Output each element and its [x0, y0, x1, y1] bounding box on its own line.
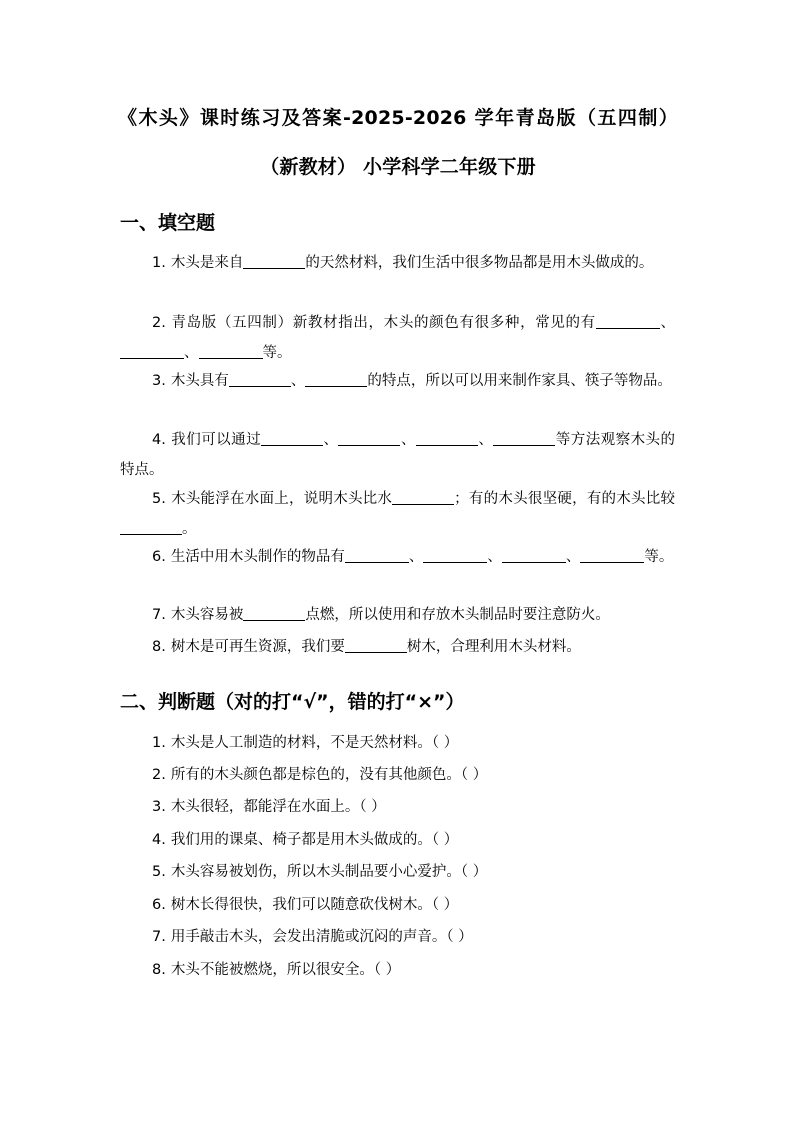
fill-blank-question-7: [120, 600, 675, 630]
question-number: 5.: [152, 491, 166, 507]
answer-blank[interactable]: [243, 252, 305, 269]
question-text: 木头不能被燃烧，所以很安全。（ ）: [170, 962, 401, 978]
question-number: 5.: [152, 864, 166, 880]
question-text: 的特点，所以可以用来制作家具、筷子等物品。: [367, 373, 672, 389]
fill-blank-question-5: [120, 484, 675, 544]
fill-blank-question-6: [120, 542, 675, 572]
question-number: 2.: [152, 315, 166, 331]
answer-blank[interactable]: [416, 429, 478, 446]
question-text: 木头容易被: [170, 607, 244, 623]
true-false-question-7: [120, 922, 675, 952]
section-heading-true-false: 二、判断题（对的打“√”，错的打“×”）: [120, 691, 465, 713]
answer-blank[interactable]: [493, 429, 555, 446]
question-number: 7.: [152, 929, 166, 945]
true-false-question-5: [120, 857, 675, 887]
question-number: 8.: [152, 962, 166, 978]
question-text: 等方法观察木头的特点。: [120, 432, 676, 478]
answer-blank[interactable]: [345, 546, 409, 563]
separator: 、: [477, 432, 494, 448]
answer-blank[interactable]: [423, 546, 487, 563]
true-false-question-3: [120, 792, 675, 822]
question-text: 的天然材料，我们生活中很多物品都是用木头做成的。: [305, 255, 654, 271]
question-text: 生活中用木头制作的物品有: [170, 549, 345, 565]
document-title: 《木头》课时练习及答案-2025-2026 学年青岛版（五四制）（新教材） 小学科学二年级下册: [118, 107, 678, 178]
answer-blank[interactable]: [392, 488, 454, 505]
separator: 、: [323, 432, 339, 448]
answer-blank[interactable]: [229, 370, 291, 387]
true-false-question-8: [120, 955, 675, 985]
question-text: 等。: [262, 345, 292, 361]
question-text: 。: [182, 521, 197, 537]
question-text: 用手敲击木头，会发出清脆或沉闷的声音。（ ）: [170, 929, 473, 945]
separator: 、: [487, 549, 502, 565]
answer-blank[interactable]: [502, 546, 566, 563]
question-number: 8.: [152, 639, 166, 655]
question-text: 树木是可再生资源，我们要: [170, 639, 345, 655]
question-number: 6.: [152, 549, 166, 565]
fill-blank-question-8: [120, 632, 675, 662]
answer-blank[interactable]: [261, 429, 323, 446]
question-text: 点燃，所以使用和存放木头制品时要注意防火。: [305, 607, 610, 623]
question-number: 1.: [152, 735, 166, 751]
question-number: 7.: [152, 607, 166, 623]
fill-blank-question-1: [120, 248, 675, 278]
question-number: 4.: [152, 432, 166, 448]
answer-blank[interactable]: [120, 518, 182, 535]
question-number: 3.: [152, 373, 166, 389]
question-text: 我们用的课桌、椅子都是用木头做成的。（ ）: [170, 832, 459, 848]
question-number: 2.: [152, 767, 166, 783]
question-text: 所有的木头颜色都是棕色的，没有其他颜色。（ ）: [170, 767, 488, 783]
question-number: 3.: [152, 799, 166, 815]
question-text: 木头能浮在水面上，说明木头比水: [170, 491, 393, 507]
question-text: 木头很轻，都能浮在水面上。（ ）: [170, 799, 386, 815]
question-number: 6.: [152, 897, 166, 913]
question-text: 木头是来自: [170, 255, 244, 271]
true-false-question-4: [120, 825, 675, 855]
question-text: 树木长得很快，我们可以随意砍伐树木。（ ）: [170, 897, 459, 913]
separator: 、: [659, 315, 675, 331]
question-text: 木头具有: [170, 373, 229, 389]
question-text: 我们可以通过: [170, 432, 262, 448]
fill-blank-question-2: [120, 308, 675, 368]
fill-blank-question-4: [120, 425, 675, 485]
question-text: 青岛版（五四制）新教材指出，木头的颜色有很多种，常见的有: [170, 315, 596, 331]
question-text: 木头是人工制造的材料，不是天然材料。（ ）: [170, 735, 459, 751]
question-text: 树木，合理利用木头材料。: [406, 639, 581, 655]
answer-blank[interactable]: [596, 312, 660, 329]
question-number: 4.: [152, 832, 166, 848]
answer-blank[interactable]: [580, 546, 644, 563]
answer-blank[interactable]: [199, 342, 263, 359]
answer-blank[interactable]: [120, 342, 184, 359]
question-number: 1.: [152, 255, 166, 271]
separator: 、: [290, 373, 306, 389]
separator: 、: [565, 549, 581, 565]
fill-blank-question-3: [120, 366, 675, 396]
true-false-question-1: [120, 728, 675, 758]
question-text: ；有的木头很坚硬，有的木头比较: [454, 491, 676, 507]
separator: 、: [400, 432, 416, 448]
true-false-question-6: [120, 890, 675, 920]
question-text: 等。: [644, 549, 674, 565]
separator: 、: [184, 345, 199, 361]
answer-blank[interactable]: [243, 604, 305, 621]
true-false-question-2: [120, 760, 675, 790]
answer-blank[interactable]: [345, 636, 407, 653]
question-text: 木头容易被划伤，所以木头制品要小心爱护。（ ）: [170, 864, 488, 880]
separator: 、: [408, 549, 424, 565]
answer-blank[interactable]: [338, 429, 400, 446]
answer-blank[interactable]: [305, 370, 367, 387]
section-heading-fill-blank: 一、填空题: [120, 212, 216, 234]
